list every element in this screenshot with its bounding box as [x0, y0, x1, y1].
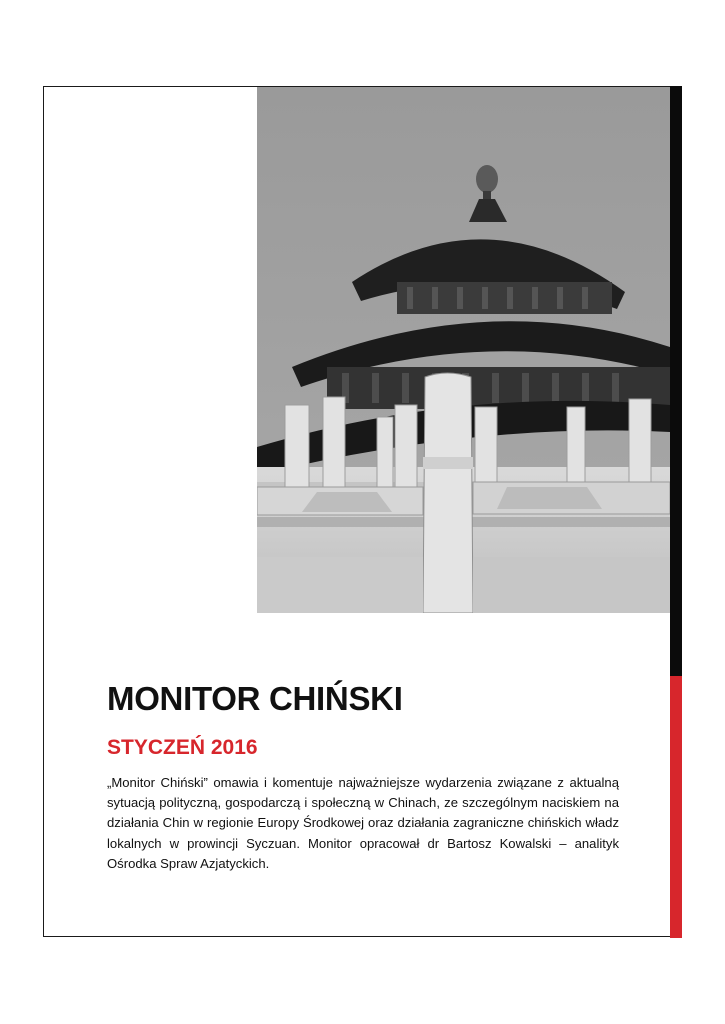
- report-description: „Monitor Chiński” omawia i komentuje najważniejsze wydarzenia związane z aktualną sytuacją polityczną, gospodarczą i społeczną w Chinach, ze szczególnym naciskiem na działania Chin w regionie Europy Środkowej oraz działania zagraniczne chińskich władz lokalnych w prowincji Syczuan. Monitor opracował dr Bartosz Kowalski – analityk Ośrodka Spraw Azjatyckich.: [107, 775, 619, 871]
- side-bar-red: [670, 676, 682, 938]
- report-title: MONITOR CHIŃSKI: [107, 680, 403, 717]
- cover-photo-temple-of-heaven: [257, 87, 670, 613]
- report-date: STYCZEŃ 2016: [107, 736, 258, 759]
- side-bar-black: [670, 86, 682, 676]
